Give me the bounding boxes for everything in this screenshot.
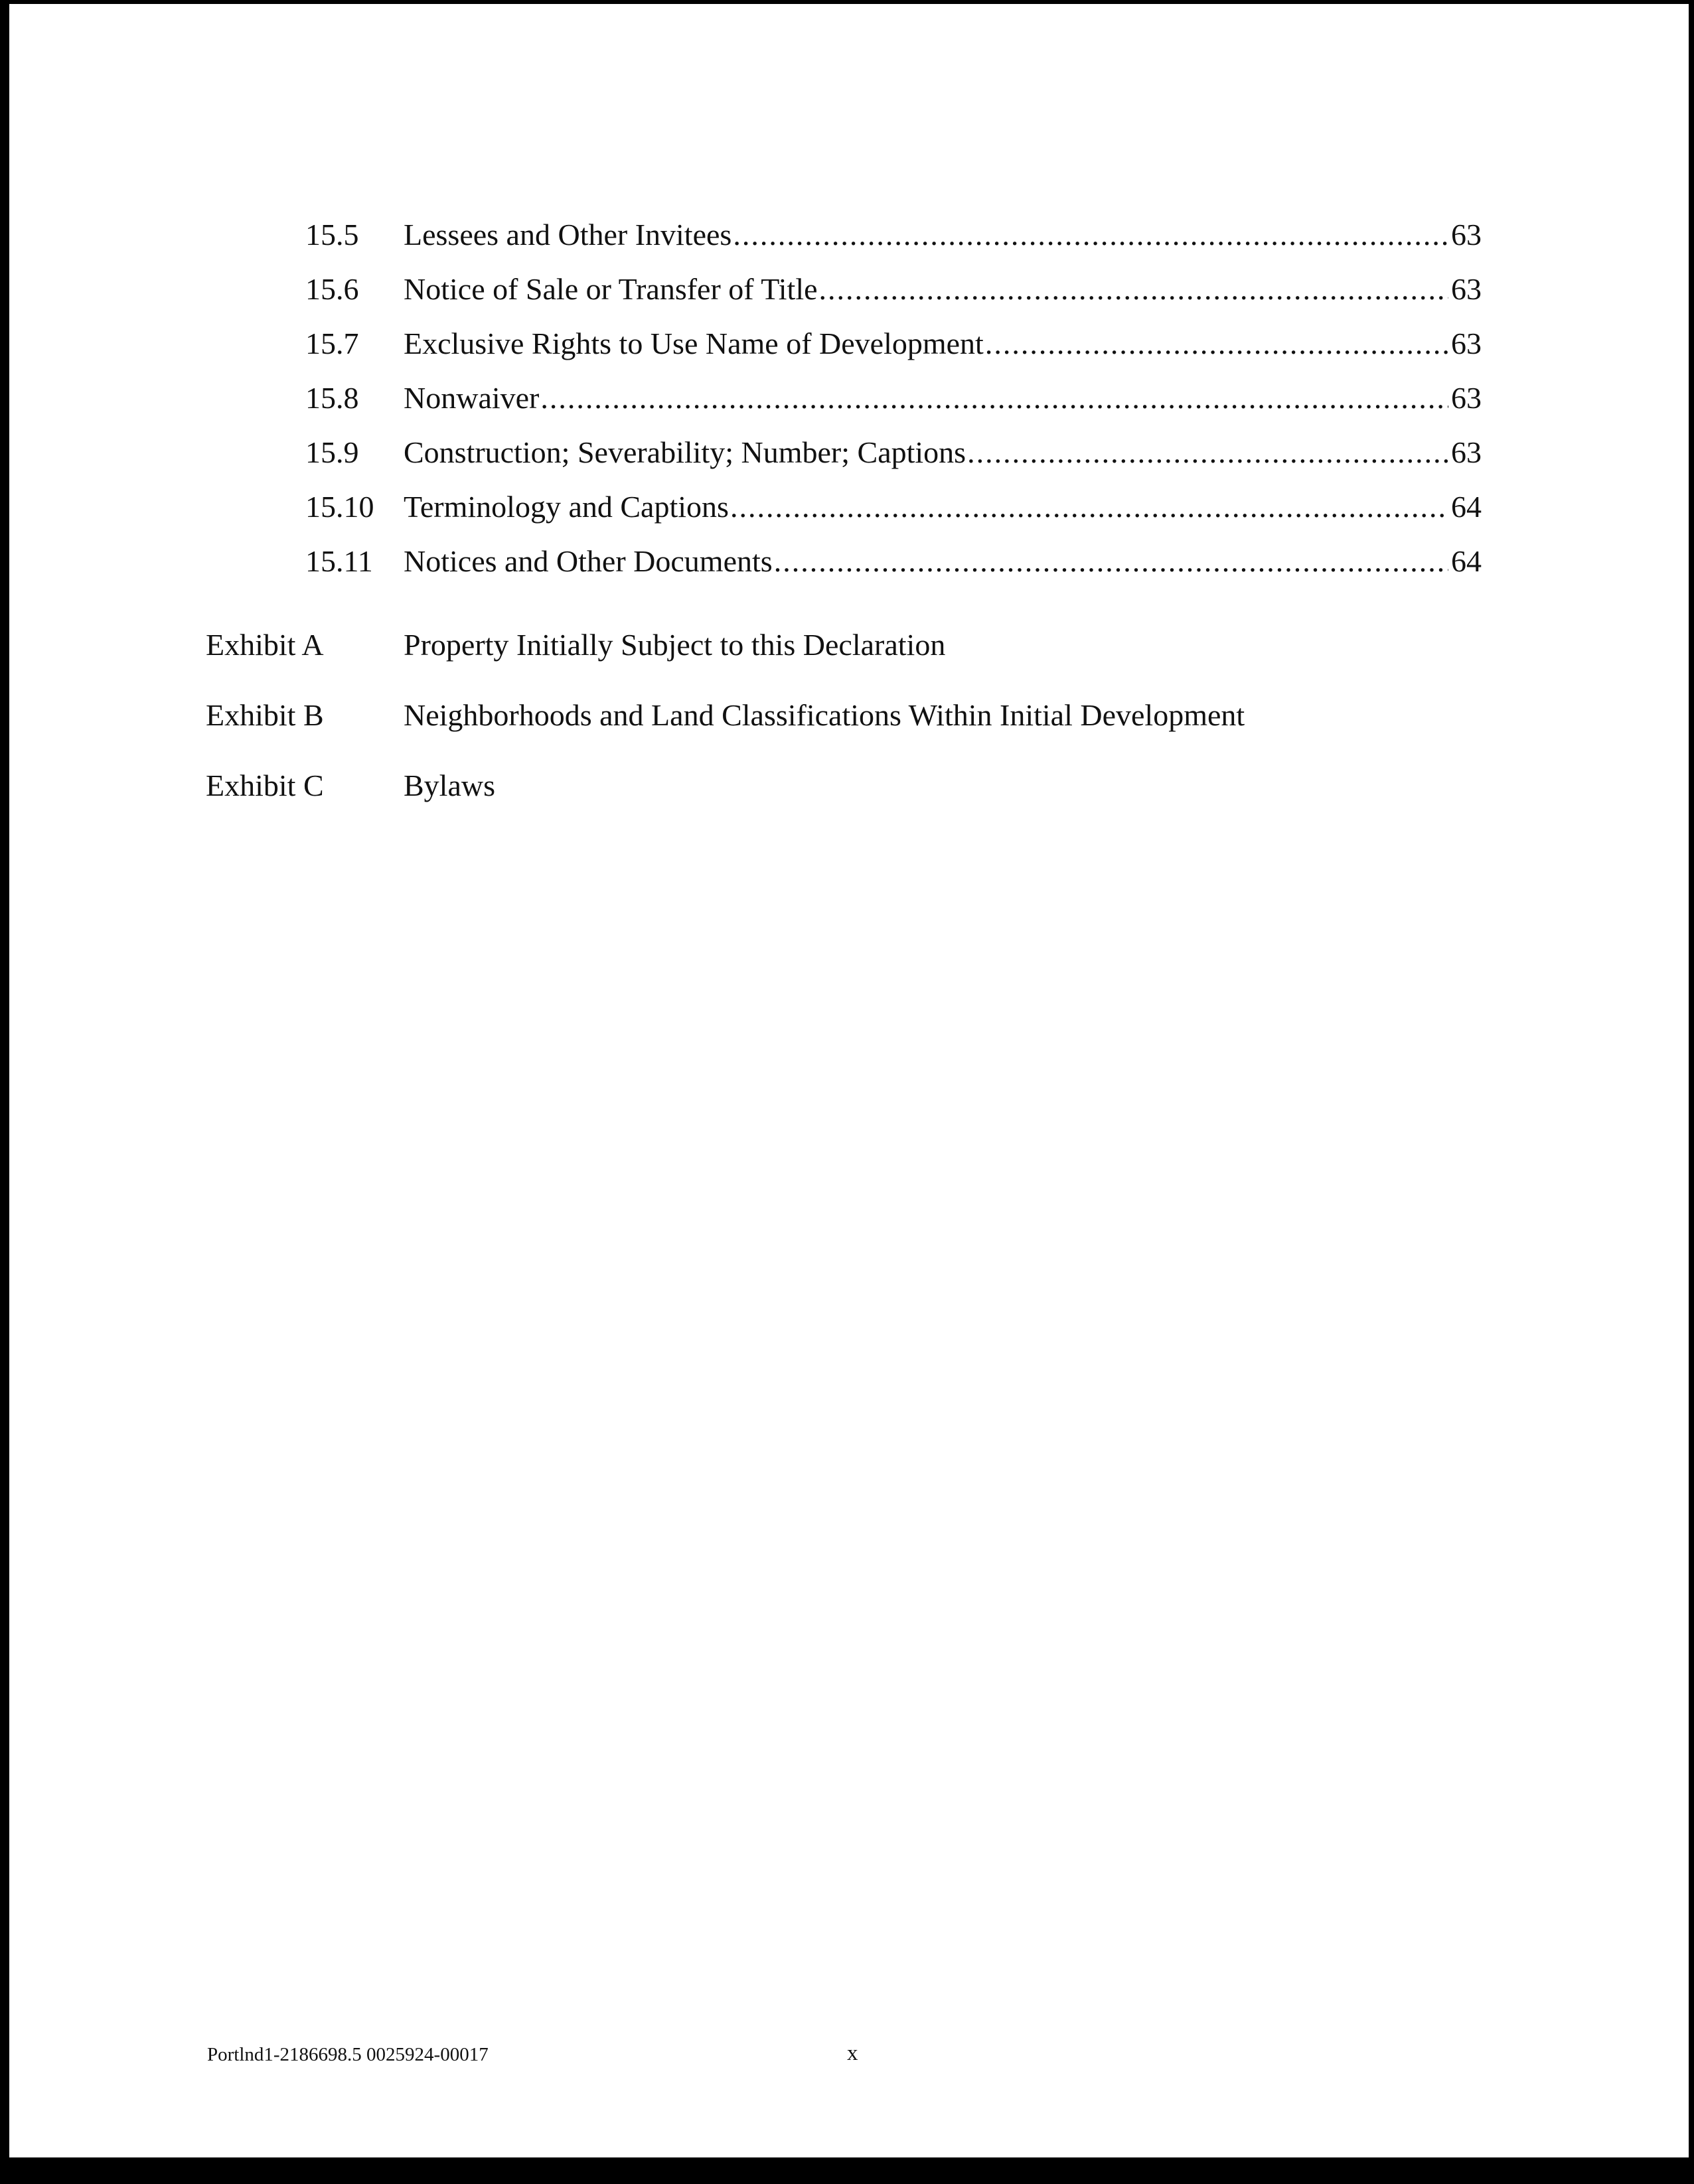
toc-entry-body	[404, 215, 1482, 255]
toc-entry-page: 63	[1451, 381, 1482, 415]
exhibit-item	[206, 764, 1533, 807]
scan-border-left	[0, 0, 9, 2184]
toc-entry-body	[404, 378, 1482, 418]
exhibit-title: Property Initially Subject to this Declaration	[404, 628, 946, 662]
exhibit-label: Exhibit C	[206, 768, 324, 802]
toc-entry-title: Notice of Sale or Transfer of Title	[404, 272, 818, 306]
toc-entry-number: 15.5	[305, 218, 359, 252]
dot-leader	[985, 324, 1448, 364]
dot-leader	[819, 269, 1448, 309]
toc-entry-page: 63	[1451, 272, 1482, 306]
toc-entry	[305, 215, 1482, 255]
toc-entry-page: 64	[1451, 544, 1482, 578]
toc-entry-title: Lessees and Other Invitees	[404, 218, 732, 252]
dot-leader	[774, 542, 1448, 581]
dot-leader	[967, 433, 1448, 473]
scan-border-top	[0, 0, 1694, 4]
toc-entry-body	[404, 487, 1482, 527]
toc-entry-number: 15.8	[305, 381, 359, 415]
exhibit-label: Exhibit A	[206, 628, 324, 662]
toc-entry	[305, 378, 1482, 418]
exhibit-label: Exhibit B	[206, 698, 324, 732]
toc-entry-number: 15.11	[305, 544, 373, 578]
exhibit-item	[206, 694, 1533, 737]
toc-entry-body	[404, 324, 1482, 364]
toc-entry	[305, 269, 1482, 309]
toc-entry-number: 15.10	[305, 490, 374, 524]
dot-leader	[540, 378, 1448, 418]
toc-entry-number: 15.6	[305, 272, 359, 306]
toc-entry-page: 63	[1451, 327, 1482, 360]
scan-border-bottom	[0, 2157, 1694, 2184]
toc-entry-number: 15.7	[305, 327, 359, 360]
toc-entry-title: Notices and Other Documents	[404, 544, 773, 578]
toc-entry-title: Construction; Severability; Number; Captions	[404, 435, 966, 469]
footer-page-number: x	[847, 2041, 858, 2065]
dot-leader	[733, 215, 1448, 255]
toc-entry-body	[404, 542, 1482, 581]
footer-document-id: Portlnd1-2186698.5 0025924-00017	[207, 2044, 489, 2065]
dot-leader	[730, 487, 1448, 527]
toc-entry	[305, 487, 1482, 527]
toc-entry	[305, 433, 1482, 473]
toc-entry-title: Terminology and Captions	[404, 490, 729, 524]
toc-entry-title: Nonwaiver	[404, 381, 540, 415]
exhibit-item	[206, 624, 1533, 666]
exhibit-title: Neighborhoods and Land Classifications Within Initial Development	[404, 698, 1245, 732]
toc-entry-page: 64	[1451, 490, 1482, 524]
toc-entry-page: 63	[1451, 435, 1482, 469]
toc-entry-page: 63	[1451, 218, 1482, 252]
toc-entry-title: Exclusive Rights to Use Name of Development	[404, 327, 984, 360]
scan-border-right	[1689, 0, 1694, 2184]
toc-entry-body	[404, 433, 1482, 473]
exhibit-title: Bylaws	[404, 768, 495, 802]
toc-entry-number: 15.9	[305, 435, 359, 469]
toc-entry-body	[404, 269, 1482, 309]
toc-entry	[305, 542, 1482, 581]
toc-entry	[305, 324, 1482, 364]
